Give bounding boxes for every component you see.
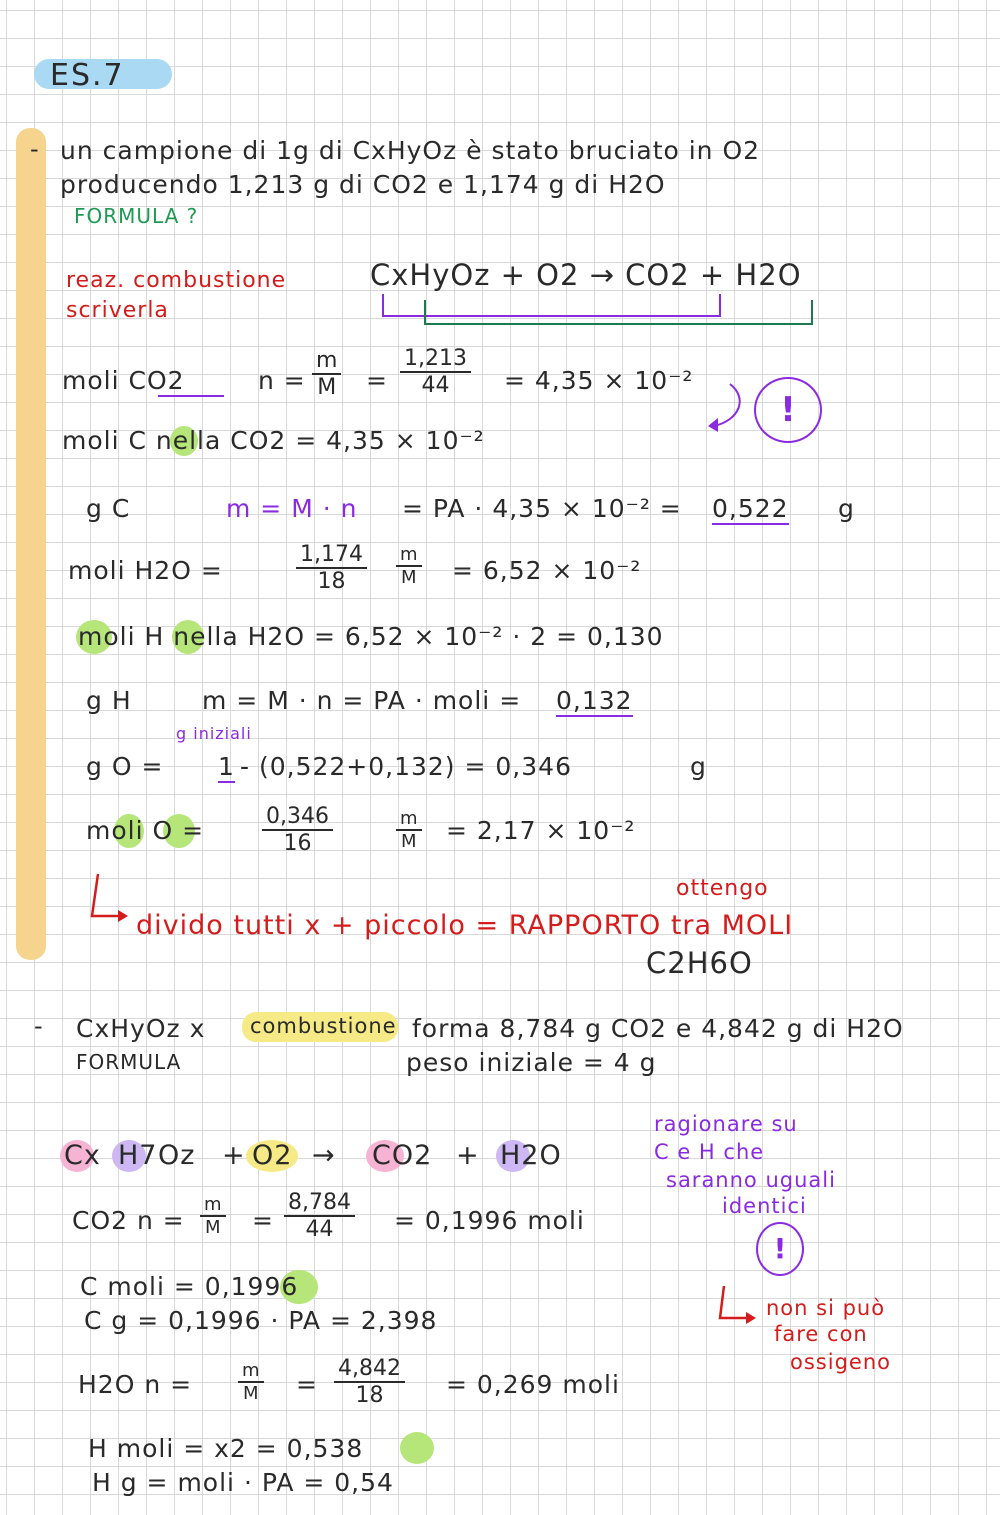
frac-den: M [401,831,417,852]
frac-den: M [205,1217,221,1238]
co2-mM [200,1194,226,1238]
problem1-line1: un campione di 1g di CxHyOz è stato bruciato in O2 [60,136,761,165]
moli-c-line: moli C nella CO2 = 4,35 × 10⁻² [62,426,485,455]
h-moli-line: H moli = x2 = 0,538 [88,1434,364,1463]
reaction-brackets [375,290,825,336]
h2o-mM [238,1360,264,1404]
frac-num: m [396,808,422,831]
co2-underline [158,395,224,397]
equals: = [366,366,388,395]
problem2-formula-label: FORMULA [76,1050,182,1074]
note-red-2: fare con [774,1322,868,1346]
ottengo-note: ottengo [676,876,769,901]
moli-o-mM [396,808,422,852]
frac-num: m [396,544,422,567]
warning-icon: ! [756,1222,804,1276]
problem1-line2: producendo 1,213 g di CO2 e 1,174 g di H2O [60,170,666,199]
problem2-combustione: combustione [250,1014,397,1038]
formula-result: C2H6O [646,946,753,980]
g-h-mid: m = M · n = PA · moli = [202,686,522,715]
highlight-bar [16,128,46,960]
highlight-538 [400,1432,434,1464]
note-purple-4: identici [722,1194,807,1218]
r2-o2: O2 [252,1140,293,1171]
g-o-one: 1 [218,752,235,781]
note-reaction: reaz. combustione scriverla [66,268,287,323]
frac-den: M [243,1383,259,1404]
problem2-peso: peso iniziale = 4 g [406,1048,657,1077]
curved-arrow [700,378,750,438]
r2-h: H7 [118,1140,158,1171]
page-title: ES.7 [50,58,125,93]
frac-den: 18 [355,1383,384,1408]
moli-co2-fraction [400,346,471,398]
r2-plus1: + [222,1140,246,1171]
reaction-1: CxHyOz + O2 → CO2 + H2O [370,258,802,292]
frac-den: 16 [283,831,312,856]
moli-o-label: moli O = [86,816,205,845]
red-arrow [84,870,134,930]
h-g-line: H g = moli · PA = 0,54 [92,1468,394,1497]
note-purple-3: saranno uguali [666,1168,836,1192]
moli-h-line: moli H nella H2O = 6,52 × 10⁻² · 2 = 0,130 [78,622,664,651]
moli-o-fraction [262,804,333,856]
frac-den: 18 [317,569,346,594]
note-purple-1: ragionare su [654,1112,798,1136]
divido-line: divido tutti x + piccolo = RAPPORTO tra MOLI [136,910,794,941]
frac-num: m [200,1194,226,1217]
bullet-dash: - [30,135,39,163]
co2-n-label: CO2 n = [72,1206,185,1235]
frac-den: 44 [305,1217,334,1242]
moli-o-result: = 2,17 × 10⁻² [446,816,636,845]
moli-co2-mM [312,348,341,400]
g-c-result: 0,522 [712,494,789,523]
frac-num: 1,174 [296,542,367,569]
g-iniziali-note: g iniziali [176,724,252,743]
bullet-dash: - [34,1012,43,1040]
moli-co2-result: = 4,35 × 10⁻² [504,366,694,395]
r2-co2: CO2 [372,1140,433,1171]
moli-co2-label: moli CO2 [62,366,185,395]
frac-num: 0,346 [262,804,333,831]
frac-den: M [401,567,417,588]
g-h-result: 0,132 [556,686,633,715]
r2-arrow: → [312,1140,336,1171]
c-g-line: C g = 0,1996 · PA = 2,398 [84,1306,438,1335]
problem2-line1a: CxHyOz x [76,1014,206,1043]
r2-oz: Oz [158,1140,196,1171]
frac-den: 44 [421,373,450,398]
moli-h2o-result: = 6,52 × 10⁻² [452,556,642,585]
frac-den: M [317,375,337,400]
c-moli-line: C moli = 0,1996 [80,1272,299,1301]
equals: = [296,1370,318,1399]
g-o-unit: g [690,752,707,781]
equals: = [252,1206,274,1235]
g-c-rest: = PA · 4,35 × 10⁻² = [402,494,682,523]
co2-fraction [284,1190,355,1242]
r2-plus2: + [456,1140,480,1171]
co2-result: = 0,1996 moli [394,1206,585,1235]
g-c-formula: m = M · n [226,494,358,523]
frac-num: m [312,348,341,375]
frac-num: 1,213 [400,346,471,373]
g-o-left: g O = [86,752,164,781]
frac-num: m [238,1360,264,1383]
g-c-label: g C [86,494,131,523]
h2o-n-label: H2O n = [78,1370,193,1399]
warning-icon: ! [754,377,822,443]
g-c-unit: g [838,494,855,523]
g-o-rest: - (0,522+0,132) = 0,346 [240,752,572,781]
frac-num: 8,784 [284,1190,355,1217]
problem2-line1b: forma 8,784 g CO2 e 4,842 g di H2O [412,1014,904,1043]
frac-num: 4,842 [334,1356,405,1383]
red-arrow [712,1282,764,1330]
note-purple-2: C e H che [654,1140,765,1164]
problem1-question: FORMULA ? [74,204,199,228]
r2-cx: Cx [64,1140,101,1171]
note-red-1: non si può [766,1296,886,1320]
moli-co2-eq: n = [258,366,306,395]
moli-h2o-fraction [296,542,367,594]
r2-h2o: H2O [500,1140,562,1171]
h2o-result: = 0,269 moli [446,1370,620,1399]
moli-h2o-label: moli H2O = [68,556,223,585]
h2o-fraction [334,1356,405,1408]
note-red-3: ossigeno [790,1350,891,1374]
g-h-label: g H [86,686,132,715]
moli-h2o-mM [396,544,422,588]
